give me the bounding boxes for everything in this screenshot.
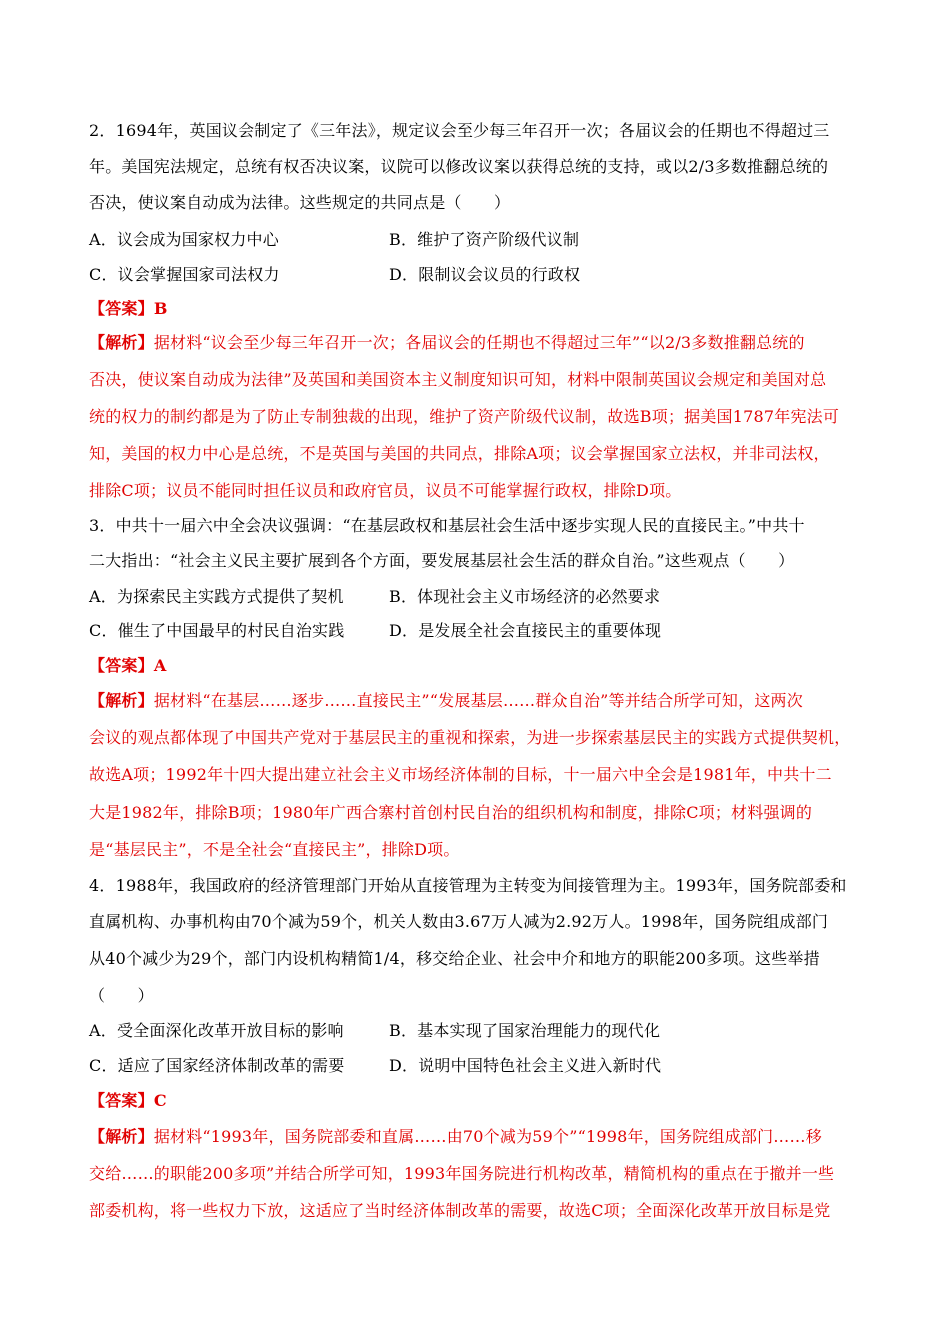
q2-option-b: B．维护了资产阶级代议制	[389, 230, 580, 249]
q2-analysis-line-5: 排除C项；议员不能同时担任议员和政府官员，议员不可能掌握行政权，排除D项。	[89, 481, 682, 500]
q4-options-row-2	[89, 1056, 662, 1076]
q2-answer	[89, 299, 168, 319]
q4-stem-line-4: （ ）	[89, 986, 154, 1005]
q4-option-a: A．受全面深化改革开放目标的影响	[89, 1021, 344, 1040]
q3-option-c: C．催生了中国最早的村民自治实践	[89, 621, 345, 640]
q2-analysis-text-1: 据材料“议会至少每三年召开一次；各届议会的任期也不得超过三年”“以2/3多数推翻总统的	[153, 333, 805, 352]
q4-analysis-line-3: 部委机构，将一些权力下放，这适应了当时经济体制改革的需要，故选C项；全面深化改革开放目标是党	[89, 1201, 831, 1220]
q3-analysis-text-1: 据材料“在基层……逐步……直接民主”“发展基层……群众自治”等并结合所学可知，这两次	[153, 691, 803, 710]
q4-analysis-text-1: 据材料“1993年，国务院部委和直属……由70个减为59个”“1998年，国务院组成部门……移	[153, 1127, 822, 1146]
q4-option-b: B．基本实现了国家治理能力的现代化	[389, 1021, 661, 1040]
q2-analysis-line-4: 知，美国的权力中心是总统，不是英国与美国的共同点，排除A项；议会掌握国家立法权，并非司法权，	[89, 444, 830, 463]
q3-answer-value: A	[153, 656, 167, 675]
q2-options-row-1	[89, 230, 580, 250]
q3-analysis-line-5: 是“基层民主”，不是全社会“直接民主”，排除D项。	[89, 840, 460, 859]
q4-option-c: C．适应了国家经济体制改革的需要	[89, 1056, 345, 1075]
q3-stem-line-2: 二大指出：“社会主义民主要扩展到各个方面，要发展基层社会生活的群众自治。”这些观点（ ）	[89, 551, 795, 570]
q2-stem-line-2: 年。美国宪法规定，总统有权否决议案，议院可以修改议案以获得总统的支持，或以2/3多数推翻总统的	[89, 157, 829, 176]
q3-analysis-line-2: 会议的观点都体现了中国共产党对于基层民主的重视和探索，为进一步探索基层民主的实践方式提供契机，	[89, 728, 851, 747]
q4-analysis-label: 【解析】	[89, 1127, 154, 1146]
q2-answer-label: 【答案】	[89, 299, 154, 318]
q3-analysis-line-1	[89, 691, 803, 711]
q2-analysis-line-3: 统的权力的制约都是为了防止专制独裁的出现，维护了资产阶级代议制，故选B项；据美国1787年宪法可	[89, 407, 840, 426]
q2-answer-value: B	[153, 299, 168, 318]
q2-analysis-line-2: 否决，使议案自动成为法律”及英国和美国资本主义制度知识可知，材料中限制英国议会规定和美国对总	[89, 370, 827, 389]
q4-analysis-line-1	[89, 1127, 822, 1147]
q3-analysis-line-3: 故选A项；1992年十四大提出建立社会主义市场经济体制的目标，十一届六中全会是1981年，中共十二	[89, 765, 832, 784]
q2-option-c: C．议会掌握国家司法权力	[89, 265, 280, 284]
q3-option-d: D．是发展全社会直接民主的重要体现	[389, 621, 662, 640]
q2-option-a: A．议会成为国家权力中心	[89, 230, 279, 249]
q3-options-row-1	[89, 587, 661, 607]
q4-analysis-line-2: 交给……的职能200多项”并结合所学可知，1993年国务院进行机构改革，精简机构的重点在于撤并一些	[89, 1164, 835, 1183]
q3-option-a: A．为探索民主实践方式提供了契机	[89, 587, 344, 606]
q2-analysis-label: 【解析】	[89, 333, 154, 352]
q4-stem-line-2: 直属机构、办事机构由70个减为59个，机关人数由3.67万人减为2.92万人。1998年，国务院组成部门	[89, 912, 829, 931]
q3-analysis-line-4: 大是1982年，排除B项；1980年广西合寨村首创村民自治的组织机构和制度，排除C项；材料强调的	[89, 803, 813, 822]
q2-analysis-line-1	[89, 333, 805, 353]
q4-option-d: D．说明中国特色社会主义进入新时代	[389, 1056, 662, 1075]
q4-stem-line-1: 4．1988年，我国政府的经济管理部门开始从直接管理为主转变为间接管理为主。1993年，国务院部委和	[89, 876, 847, 895]
q4-answer	[89, 1091, 167, 1111]
q3-stem-line-1: 3．中共十一届六中全会决议强调：“在基层政权和基层社会生活中逐步实现人民的直接民主。”中共十	[89, 516, 805, 535]
q3-answer	[89, 656, 166, 676]
q2-stem-line-3: 否决，使议案自动成为法律。这些规定的共同点是（ ）	[89, 193, 511, 212]
q2-options-row-2	[89, 265, 581, 285]
q3-option-b: B．体现社会主义市场经济的必然要求	[389, 587, 661, 606]
q4-answer-label: 【答案】	[89, 1091, 154, 1110]
q2-stem-line-1: 2．1694年，英国议会制定了《三年法》，规定议会至少每三年召开一次；各届议会的任期也不得超过三	[89, 121, 830, 140]
q3-options-row-2	[89, 621, 662, 641]
q2-option-d: D．限制议会议员的行政权	[389, 265, 581, 284]
q3-answer-label: 【答案】	[89, 656, 154, 675]
q4-stem-line-3: 从40个减少为29个，部门内设机构精简1/4，移交给企业、社会中介和地方的职能200多项。这些举措	[89, 949, 820, 968]
q4-answer-value: C	[153, 1091, 167, 1110]
q3-analysis-label: 【解析】	[89, 691, 154, 710]
q4-options-row-1	[89, 1021, 661, 1041]
